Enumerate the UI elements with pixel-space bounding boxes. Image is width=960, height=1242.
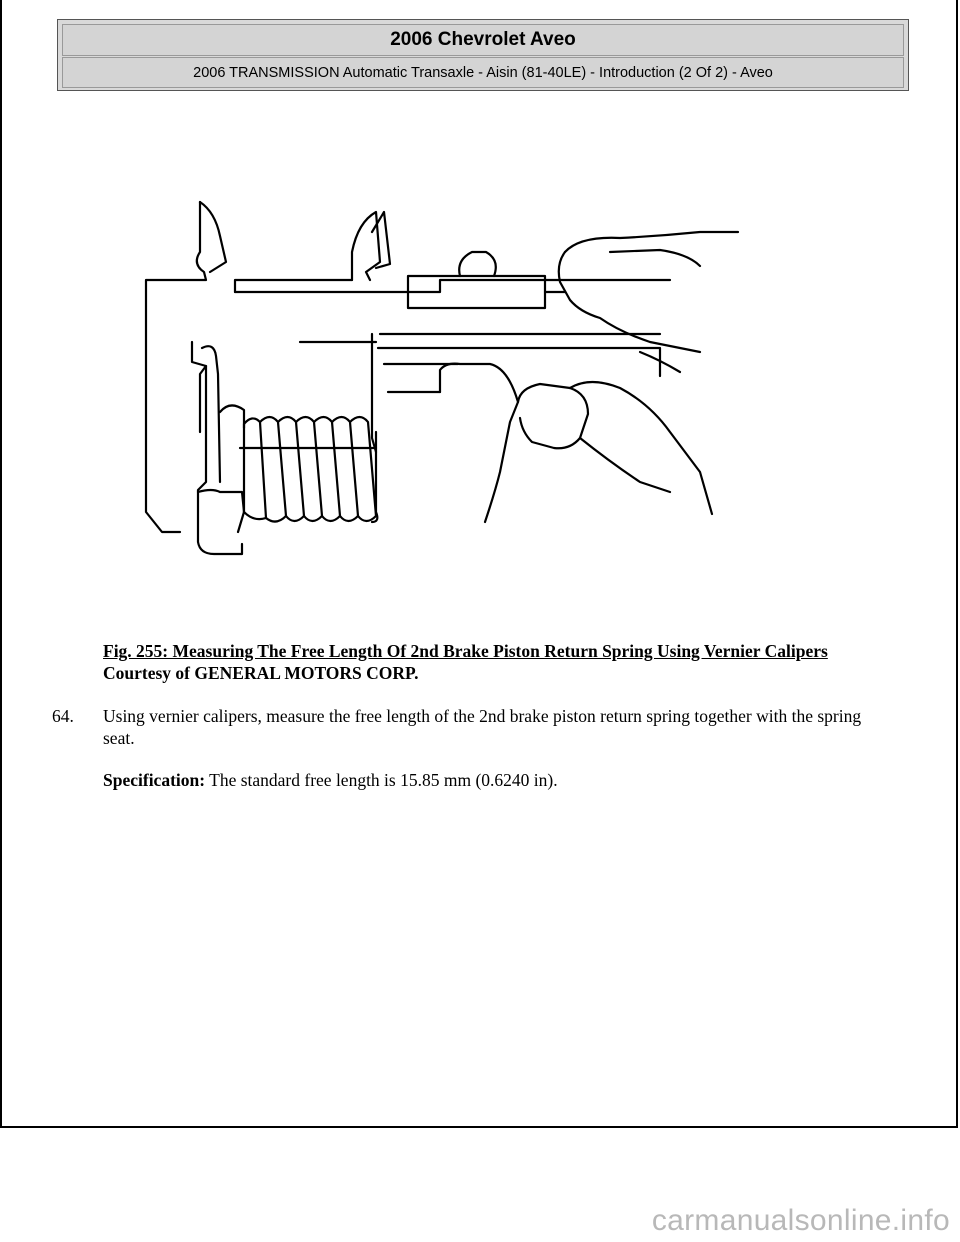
specification xyxy=(103,769,903,791)
header-subtitle: 2006 TRANSMISSION Automatic Transaxle - Aisin (81-40LE) - Introduction (2 Of 2) - Aveo xyxy=(62,57,904,88)
watermark: carmanualsonline.info xyxy=(651,1204,950,1237)
header-title: 2006 Chevrolet Aveo xyxy=(62,24,904,56)
document-header xyxy=(57,19,909,91)
specification-text: The standard free length is 15.85 mm (0.6240 in). xyxy=(205,770,558,790)
figure-caption xyxy=(103,640,903,684)
figure-title: Fig. 255: Measuring The Free Length Of 2nd Brake Piston Return Spring Using Vernier Calipers xyxy=(103,641,828,661)
step-number: 64. xyxy=(52,706,74,726)
specification-label: Specification: xyxy=(103,770,206,790)
vernier-caliper-spring-illustration xyxy=(140,192,740,564)
figure-courtesy: Courtesy of GENERAL MOTORS CORP. xyxy=(103,663,419,683)
step-text: Using vernier calipers, measure the free length of the 2nd brake piston return spring together with the spring seat. xyxy=(103,706,862,748)
